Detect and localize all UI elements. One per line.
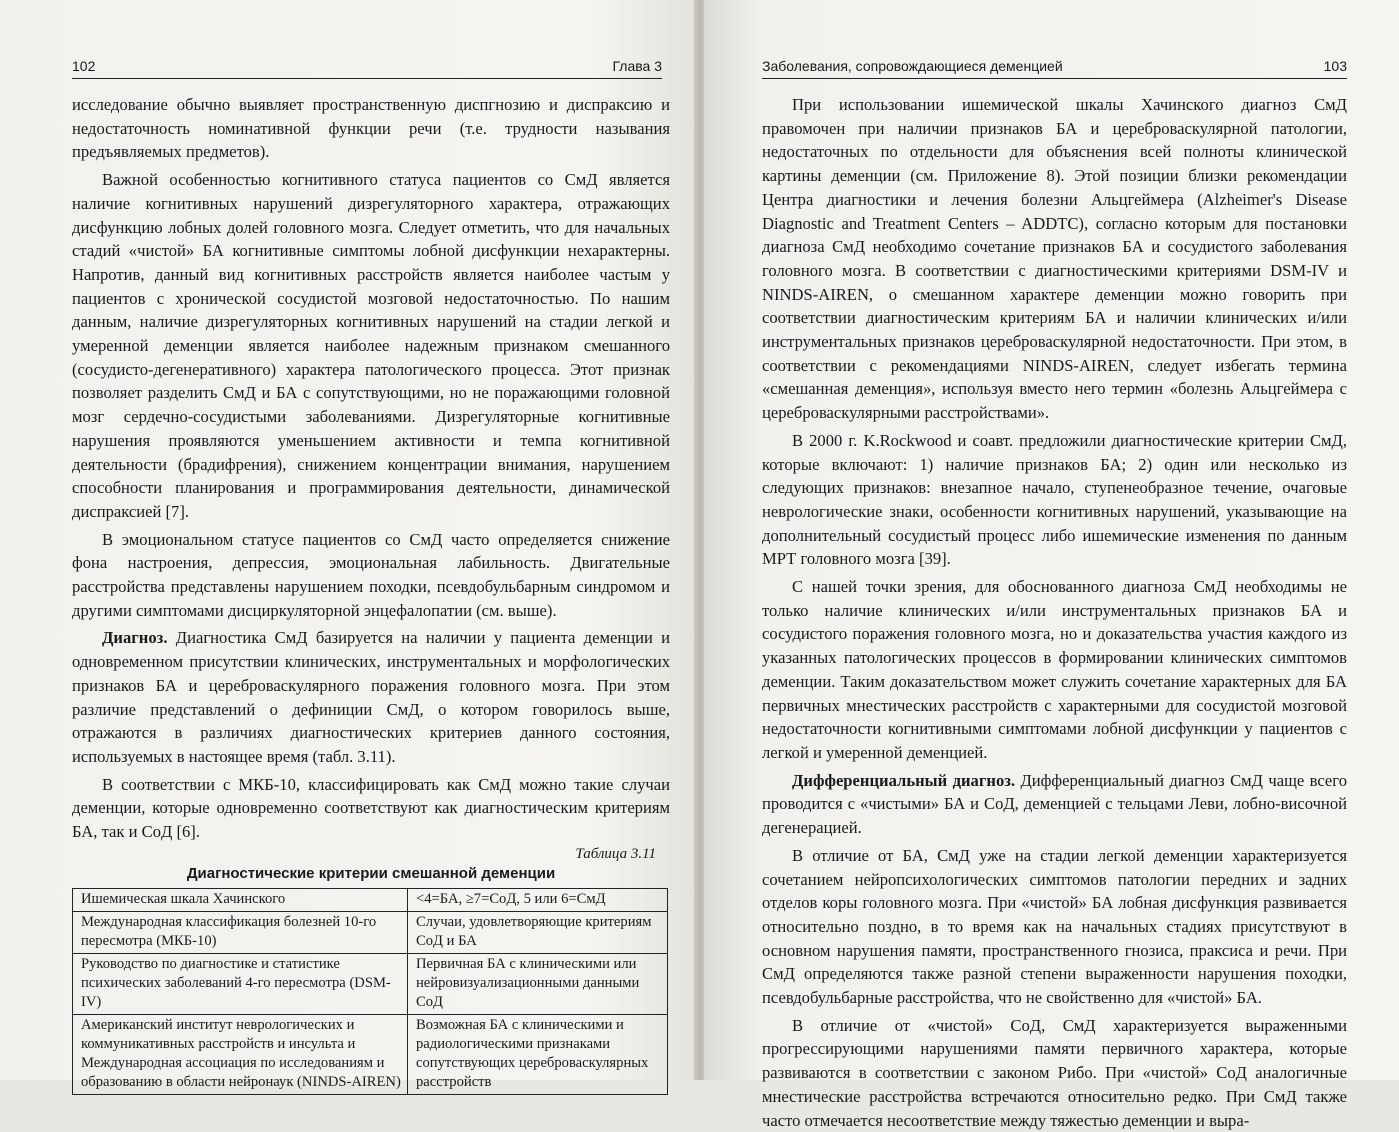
running-head: Заболевания, сопровождающиеся деменцией (762, 58, 1063, 74)
paragraph: исследование обычно выявляет пространственную диспгнозию и диспраксию и недостаточность номинативной функции речи (т.е. трудности называния предъявляемых предметов). (72, 95, 670, 162)
paragraph (762, 769, 1347, 840)
left-page-body (72, 93, 670, 844)
running-head: Глава 3 (612, 58, 662, 74)
run-in-heading: Дифференциальный диагноз. (792, 770, 1016, 790)
right-page-header (762, 56, 1347, 79)
paragraph: С нашей точки зрения, для обоснованного диагноза СмД необходимы не только наличие клинических и/или инструментальных признаков БА и сосудистого поражения головного мозга, но и доказательства участия каждого из указанных патологических процессов в формировании клинических симптомов деменции. Таким доказательством может служить сочетание характерных для БА первичных мнестических расстройств с характерными для сосудистой мозговой недостаточности когнитивными симптомами лобной дисфункции у пациентов с легкой и умеренной деменцией. (762, 577, 1347, 762)
left-page (0, 0, 696, 1090)
paragraph (72, 626, 670, 768)
table-caption: Таблица 3.11 (575, 845, 656, 862)
right-page-body (762, 93, 1347, 1132)
table-row (73, 953, 668, 1014)
page-number: 103 (1323, 58, 1347, 74)
paragraph-text: Диагностика СмД базируется на наличии у пациента деменции и одновременном присутствии клинических, инструментальных и морфологических признаков БА и цереброваскулярного поражения головного мозга. При этом различие представлений о дефиниции СмД, о котором говорилось выше, отражаются в различиях диагностических критериев данного состояния, используемых в настоящее время (табл. 3.11). (72, 628, 670, 766)
paragraph: При использовании ишемической шкалы Хачинского диагноз СмД правомочен при наличии признаков БА и цереброваскулярной патологии, недостаточных по отдельности для объяснения всей полноты клинической картины деменции (см. Приложение 8). Этой позиции близки рекомендации Центра диагностики и лечения болезни Альцгеймера (Alzheimer's Disease Diagnostic and Treatment Centers – ADDTC), согласно которым для постановки диагноза СмД необходимо сочетание признаков БА и сосудистого заболевания головного мозга. В соответствии с диагностическими критериями DSM-IV и NINDS-AIREN, о смешанном характере деменции можно говорить при соответствии диагностическим критериям БА и наличии клинических и/или инструментальных признаков цереброваскулярной недостаточности. При этом, в соответствии с рекомендациями NINDS-AIREN, следует избегать термина «смешанная деменция», используя вместо него термин «болезнь Альцгеймера с цереброваскулярными расстройствами». (762, 95, 1347, 423)
paragraph: В отличие от «чистой» СоД, СмД характеризуется выраженными прогрессирующими нарушениями памяти первичного характера, которые развиваются в соответствии с законом Рибо. При «чистой» СоД аналогичные мнестические расстройства встречаются относительно редко. При СмД также часто отмечается несоответствие между тяжестью деменции и выра- (762, 1015, 1347, 1130)
paragraph-text: Дифференциальный диагноз СмД чаще всего проводится с «чистыми» БА и СоД, деменцией с тельцами Леви, лобно-височной дегенерацией. (762, 770, 1347, 838)
table-cell-source: Ишемическая шкала Хачинского (73, 888, 408, 911)
table-cell-source: Международная классификация болезней 10-го пересмотра (МКБ-10) (73, 911, 408, 953)
paragraph: В эмоциональном статусе пациентов со СмД часто определяется снижение фона настроения, депрессия, эмоциональная лабильность. Двигательные расстройства представлены нарушением походки, псевдобульбарным синдромом и другими симптомами дисциркуляторной энцефалопатии (см. выше). (72, 529, 670, 620)
table-row (73, 888, 668, 911)
table-row (73, 1014, 668, 1094)
paragraph: В 2000 г. K.Rockwood и соавт. предложили диагностические критерии СмД, которые включают: 1) наличие признаков БА; 2) один или несколько из следующих признаков: внезапное начало, ступенеобразное течение, очаговые неврологические знаки, особенности когнитивных нарушений, указывающие на дополнительный сосудистый процесс либо ишемические изменения по данным МРТ головного мозга [39]. (762, 430, 1347, 569)
paragraph: Важной особенностью когнитивного статуса пациентов со СмД является наличие когнитивных нарушений дизрегуляторного характера, отражающих дисфункцию лобных долей головного мозга. Следует отметить, что для начальных стадий «чистой» БА когнитивные симптомы лобной дисфункции нехарактерны. Напротив, данный вид когнитивных расстройств является наиболее частым у пациентов с хронической сосудистой мозговой недостаточностью. По нашим данным, наличие дизрегуляторных когнитивных нарушений на стадии легкой и умеренной деменции является наиболее надежным признаком смешанного (сосудисто-дегенеративного) характера патологического процесса. Этот признак позволяет разделить СмД и БА с сопутствующими, но не поражающими головной мозг сердечно-сосудистыми заболеваниями. Дизрегуляторные когнитивные нарушения проявляются уменьшением активности и темпа когнитивной деятельности (брадифрения), снижением концентрации внимания, нарушением способности планирования и программирования деятельности, динамической диспраксией [7]. (72, 170, 670, 521)
paragraph: В отличие от БА, СмД уже на стадии легкой деменции характеризуется сочетанием нейропсихологических симптомов патологии передних и задних отделов коры головного мозга. При «чистой» БА лобная дисфункция развивается относительно поздно, в то время как на начальных стадиях присутствуют в основном нарушения памяти, пространственного гнозиса, праксиса и речи. При СмД определяются также разной степени выраженности нарушения походки, псевдобульбарные расстройства, что не свойственно для «чистой» БА. (762, 845, 1347, 1008)
table-cell-criterion: <4=БА, ≥7=СоД, 5 или 6=СмД (408, 888, 668, 911)
page-number: 102 (72, 58, 96, 74)
right-page (704, 0, 1399, 1130)
table-cell-criterion: Первичная БА с клиническими или нейровизуализационными данными СоД (408, 953, 668, 1014)
table-cell-source: Руководство по диагностике и статистике психических заболеваний 4-го пересмотра (DSM-IV) (73, 953, 408, 1014)
criteria-table (72, 888, 668, 1095)
table-cell-source: Американский институт неврологических и коммуникативных расстройств и инсульта и Международная ассоциация по исследованиям и образованию в области нейронаук (NINDS-AIREN) (73, 1014, 408, 1094)
table-cell-criterion: Возможная БА с клиническими и радиологическими признаками сопутствующих цереброваскулярных расстройств (408, 1014, 668, 1094)
table-title: Диагностические критерии смешанной деменции (186, 864, 556, 882)
table-cell-criterion: Случаи, удовлетворяющие критериям СоД и БА (408, 911, 668, 953)
run-in-heading: Диагноз. (102, 628, 168, 648)
table-row (73, 911, 668, 953)
left-page-header (72, 56, 662, 79)
paragraph: В соответствии с МКБ-10, классифицировать как СмД можно такие случаи деменции, которые одновременно соответствуют как диагностическим критериям БА, так и СоД [6]. (72, 774, 670, 842)
